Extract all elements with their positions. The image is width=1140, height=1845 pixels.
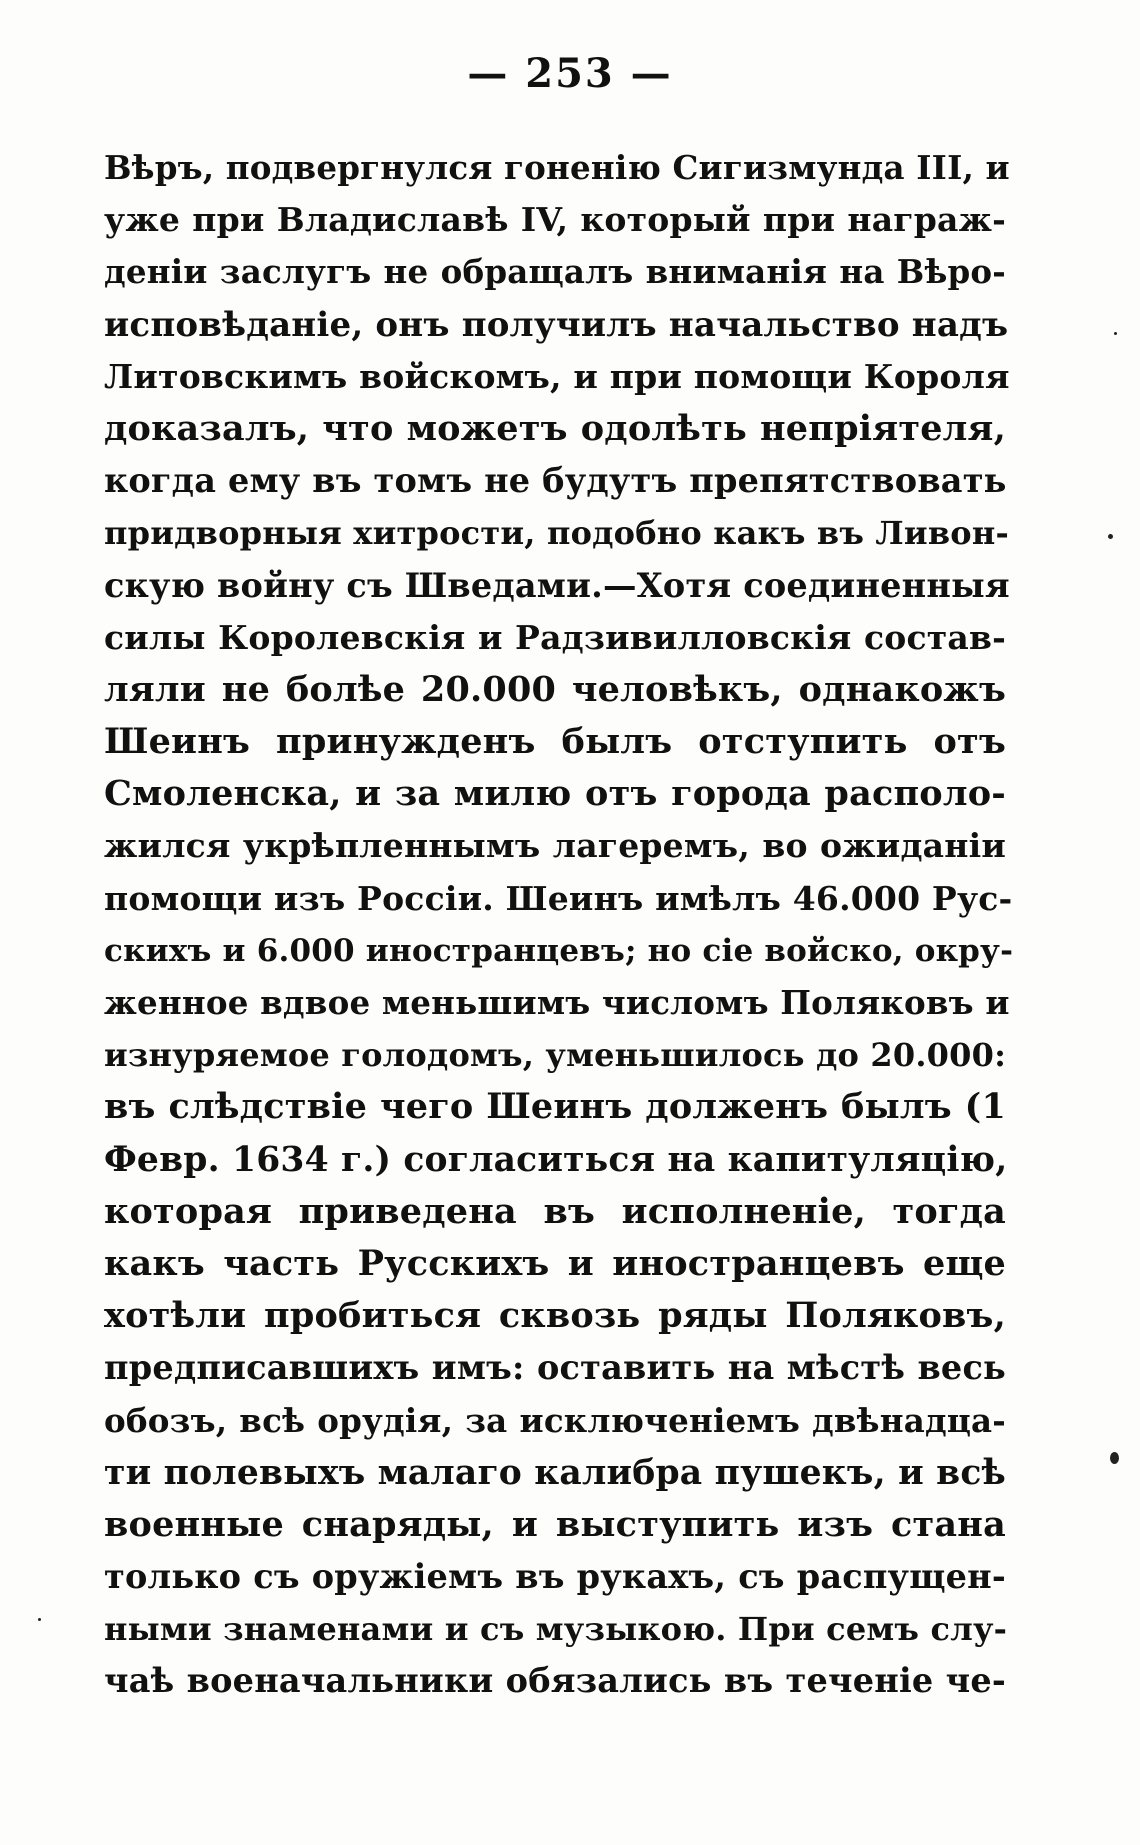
text-line: когда ему въ томъ не будутъ препятствовать	[104, 461, 1007, 501]
text-line: силы Королевскія и Радзивилловскія состав-	[104, 617, 1006, 657]
text-line: обозъ, всѣ орудія, за исключеніемъ двѣнадца-	[104, 1400, 1006, 1440]
text-line: предписавшихъ имъ: оставить на мѣстѣ весь	[104, 1348, 1006, 1388]
text-line: ными знаменами и съ музыкою. При семъ слу-	[104, 1610, 1008, 1649]
text-line: скую войну съ Шведами.—Хотя соединенныя	[104, 565, 1010, 605]
scan-speck	[1110, 1452, 1119, 1464]
text-line: Смоленска, и за милю отъ города располо-	[104, 773, 1006, 815]
text-line: Шеинъ принужденъ былъ отступить отъ	[104, 721, 1006, 763]
text-line: въ слѣдствіе чего Шеинъ долженъ былъ (1	[104, 1086, 1006, 1128]
text-line: женное вдвое меньшимъ числомъ Поляковъ и	[104, 983, 1010, 1022]
text-line: деніи заслугъ не обращалъ вниманія на Вѣро-	[104, 252, 1006, 292]
text-line: военные снаряды, и выступить изъ стана	[104, 1503, 1006, 1545]
body-text	[104, 142, 1014, 1708]
text-line: исповѣданіе, онъ получилъ начальство надъ	[104, 304, 1009, 345]
scan-speck	[1108, 534, 1113, 539]
text-line: ляли не болѣе 20.000 человѣкъ, однакожъ	[104, 668, 1006, 710]
scan-speck	[1114, 332, 1117, 335]
text-line: Литовскимъ войскомъ, и при помощи Короля	[104, 356, 1010, 396]
text-line: которая приведена въ исполненіе, тогда	[104, 1190, 1006, 1232]
text-line: изнуряемое голодомъ, уменьшилось до 20.000:	[104, 1036, 1007, 1075]
text-line: ти полевыхъ малаго калибра пушекъ, и всѣ	[104, 1452, 1006, 1493]
page-number-header: — 253 —	[467, 50, 673, 97]
text-line: хотѣли пробиться сквозь ряды Поляковъ,	[104, 1295, 1006, 1337]
text-line: помощи изъ Россіи. Шеинъ имѣлъ 46.000 Рус-	[104, 878, 1013, 918]
text-line: какъ часть Русскихъ и иностранцевъ еще	[104, 1242, 1006, 1284]
text-line: чаѣ военачальники обязались въ теченіе че-	[104, 1661, 1006, 1701]
text-line: только съ оружіемъ въ рукахъ, съ распущен-	[104, 1557, 1006, 1597]
scan-speck	[38, 1618, 41, 1621]
text-line: скихъ и 6.000 иностранцевъ; но сіе войско, окру-	[104, 932, 1014, 969]
text-line: уже при Владиславѣ IV, который при награж-	[104, 200, 1006, 240]
text-line: придворныя хитрости, подобно какъ въ Ливон-	[104, 514, 1009, 553]
text-line: Февр. 1634 г.) согласиться на капитуляцію,	[104, 1139, 1008, 1180]
text-line: Вѣръ, подвергнулся гоненію Сигизмунда III, и	[104, 148, 1010, 187]
text-line: жился укрѣпленнымъ лагеремъ, во ожиданіи	[104, 826, 1006, 866]
text-line: доказалъ, что можетъ одолѣть непріятеля,	[104, 407, 1006, 449]
